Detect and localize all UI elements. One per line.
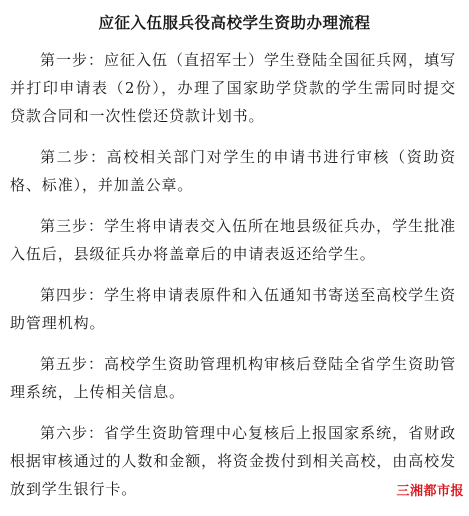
step-1-paragraph: 第一步：应征入伍（直招军士）学生登陆全国征兵网，填写并打印申请表（2份），办理了国家助学贷款的学生需同时提交贷款合同和一次性偿还贷款计划书。 (10, 51, 456, 125)
step-2-paragraph: 第二步：高校相关部门对学生的申请书进行审核（资助资格、标准），并加盖公章。 (10, 148, 456, 194)
newspaper-watermark: 三湘都市报 (396, 484, 464, 499)
step-5-paragraph: 第五步：高校学生资助管理机构审核后登陆全省学生资助管理系统，上传相关信息。 (10, 355, 456, 401)
step-4-paragraph: 第四步：学生将申请表原件和入伍通知书寄送至高校学生资助管理机构。 (10, 286, 456, 332)
step-3-paragraph: 第三步：学生将申请表交入伍所在地县级征兵办，学生批准入伍后，县级征兵办将盖章后的申请表返还给学生。 (10, 217, 456, 263)
document-body (10, 46, 456, 516)
document-title: 应征入伍服兵役高校学生资助办理流程 (98, 14, 371, 32)
step-6-paragraph: 第六步：省学生资助管理中心复核后上报国家系统，省财政根据审核通过的人数和金额，将资金拨付到相关高校，由高校发放到学生银行卡。 (10, 424, 456, 498)
